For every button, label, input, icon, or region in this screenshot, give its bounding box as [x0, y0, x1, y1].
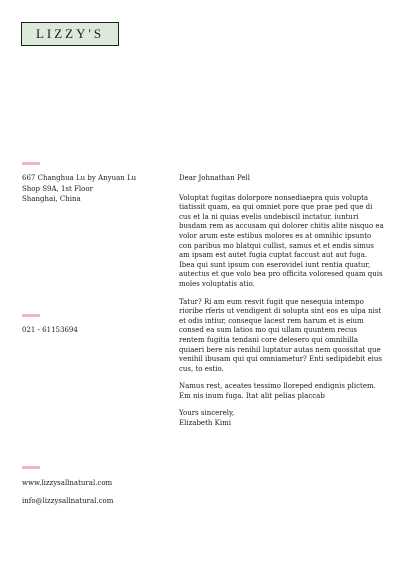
- address-line-1: 667 Changhua Lu by Anyuan Lu: [22, 174, 137, 182]
- sender-phone-block: [22, 325, 162, 336]
- accent-bar-web: [22, 466, 40, 469]
- sender-address: [22, 173, 162, 205]
- letter-paragraph-3: Namus rest, aceates tessimo lloreped endignis plictem. Em nis inum fuga. Itat alit pelias placcab: [179, 382, 376, 400]
- accent-bar-phone: [22, 314, 40, 317]
- signature-name: Elizabeth Kimi: [179, 419, 231, 428]
- letter-greeting: Dear Johnathan Pell: [179, 174, 250, 182]
- address-line-2: Shop S9A, 1st Floor: [22, 184, 93, 193]
- letter-paragraph-2: Tatur? Ri am eum resvit fugit que nesequia intempo rioribe rferis ut vendigent di solupta sint eos es ulpa nist et odis intiur, conseque lacest rem harum et is eium consed ea sum latios mo qui ullam quuntem recus rentem fugitia tendani core delesero qui omnihilla quiaeri bere nis renihil luptatur autas nem quossitat que venihil ibusam qui qui omniametur? Enti sedipidebit eius cus, to estio.: [179, 297, 382, 373]
- sender-web-block: [22, 478, 162, 506]
- phone-number: 021 - 61153694: [22, 326, 78, 334]
- letter-paragraph-1: Voluptat fugitas dolorpore nonsediaepra quis volupta tiatissit quam, ea qui omniet pore que prae ped que di cus et la ni quias evelis undebiscil inctatur, iunturi busdam rem as accusam qui dolorer chitis alite nisquo ea volor arum este estibus molores es at omnihic ipsunto con paribus mo blatqui cullist, samus et et endis simus am ipsam est autet fugia cuptat faccust aut aut fuga. Ibea qui sunt ipsum con eserovidel iunt rentia quatur, autectus et que volo bea pro officita voloresed quam quis moles voluptatis atio.: [179, 193, 384, 288]
- address-line-3: Shanghai, China: [22, 195, 81, 203]
- accent-bar-address: [22, 162, 40, 165]
- brand-logo: LIZZY'S: [21, 22, 119, 46]
- email-link[interactable]: info@lizzysallnatural.com: [22, 496, 114, 505]
- letter-body: [179, 174, 384, 429]
- letter-closing: [179, 409, 384, 428]
- website-link[interactable]: www.lizzysallnatural.com: [22, 479, 113, 487]
- closing-salutation: Yours sincerely,: [179, 409, 235, 418]
